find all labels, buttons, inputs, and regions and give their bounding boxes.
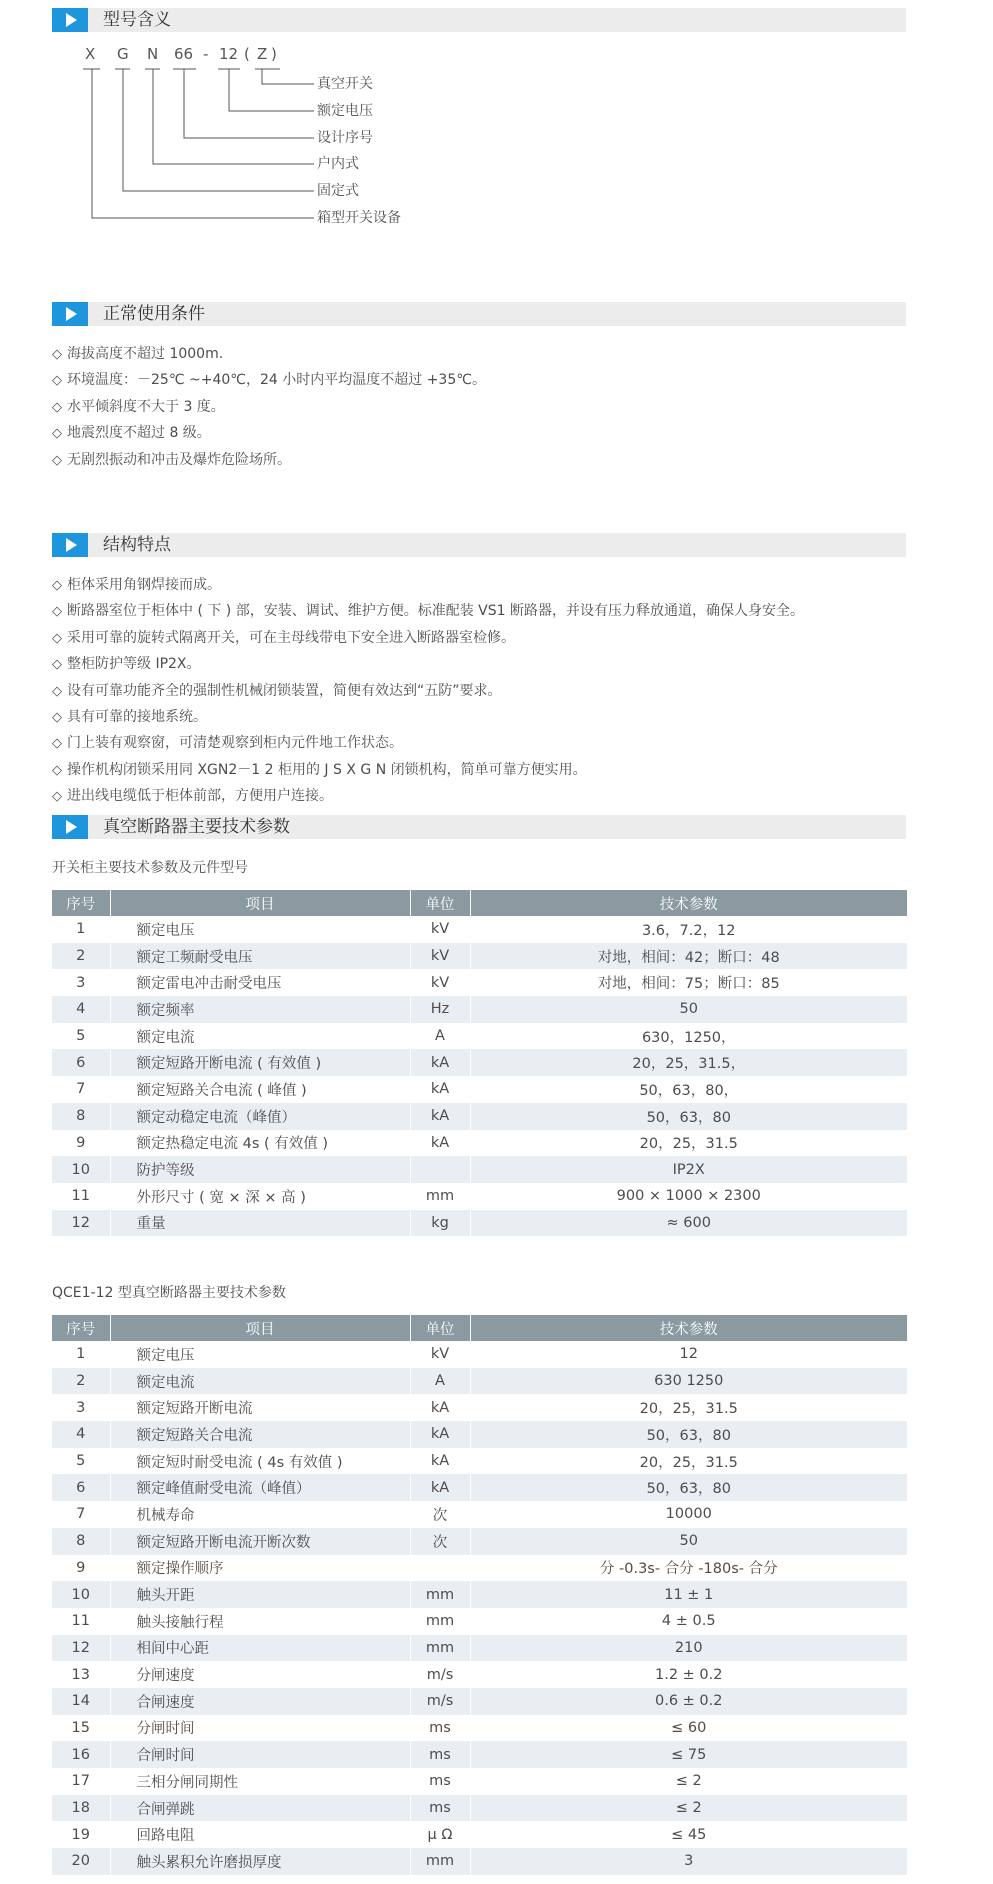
index-cell: 11 bbox=[52, 1608, 110, 1635]
value-cell: 630 1250 bbox=[470, 1368, 907, 1395]
value-cell: 对地，相间：42；断口：48 bbox=[470, 943, 907, 970]
item-cell: 额定短路开断电流开断次数 bbox=[110, 1528, 410, 1555]
value-cell: 20，25，31.5 bbox=[470, 1130, 907, 1157]
play-icon bbox=[52, 815, 88, 839]
index-cell: 10 bbox=[52, 1581, 110, 1608]
table-row bbox=[52, 969, 907, 996]
item-cell: 三相分闸同期性 bbox=[110, 1768, 410, 1795]
structure-list bbox=[52, 572, 804, 810]
index-cell: 9 bbox=[52, 1130, 110, 1157]
column-header: 序号 bbox=[52, 890, 110, 916]
value-cell: 分 -0.3s- 合分 -180s- 合分 bbox=[470, 1555, 907, 1582]
unit-cell bbox=[410, 1156, 470, 1183]
index-cell: 11 bbox=[52, 1183, 110, 1210]
list-item: ◇ 水平倾斜度不大于 3 度。 bbox=[52, 394, 486, 420]
unit-cell: mm bbox=[410, 1608, 470, 1635]
value-cell: 10000 bbox=[470, 1501, 907, 1528]
table-row bbox=[52, 1501, 907, 1528]
item-cell: 外形尺寸 ( 宽 × 深 × 高 ) bbox=[110, 1183, 410, 1210]
item-cell: 额定峰值耐受电流（峰值） bbox=[110, 1474, 410, 1501]
unit-cell bbox=[410, 1555, 470, 1582]
table-row bbox=[52, 1661, 907, 1688]
table-row bbox=[52, 943, 907, 970]
item-cell: 合闸时间 bbox=[110, 1741, 410, 1768]
value-cell: 4 ± 0.5 bbox=[470, 1608, 907, 1635]
item-cell: 相间中心距 bbox=[110, 1635, 410, 1662]
table-row bbox=[52, 1581, 907, 1608]
index-cell: 6 bbox=[52, 1049, 110, 1076]
list-item: ◇ 门上装有观察窗，可清楚观察到柜内元件地工作状态。 bbox=[52, 730, 804, 756]
index-cell: 4 bbox=[52, 1421, 110, 1448]
item-cell: 额定电压 bbox=[110, 916, 410, 943]
table-row bbox=[52, 1076, 907, 1103]
model-code-char: ( bbox=[244, 45, 250, 63]
section-header-conditions bbox=[52, 302, 906, 326]
column-header: 单位 bbox=[410, 1315, 470, 1341]
play-icon bbox=[52, 302, 88, 326]
value-cell: 630，1250， bbox=[470, 1023, 907, 1050]
unit-cell: kA bbox=[410, 1394, 470, 1421]
index-cell: 17 bbox=[52, 1768, 110, 1795]
unit-cell: ms bbox=[410, 1741, 470, 1768]
unit-cell: A bbox=[410, 1368, 470, 1395]
item-cell: 分闸速度 bbox=[110, 1661, 410, 1688]
unit-cell: kg bbox=[410, 1210, 470, 1237]
value-cell: 3 bbox=[470, 1848, 907, 1875]
value-cell: 20，25，31.5 bbox=[470, 1394, 907, 1421]
item-cell: 额定雷电冲击耐受电压 bbox=[110, 969, 410, 996]
index-cell: 10 bbox=[52, 1156, 110, 1183]
section-header-structure bbox=[52, 533, 906, 557]
table-row bbox=[52, 996, 907, 1023]
table-row bbox=[52, 1368, 907, 1395]
table1-caption: 开关柜主要技术参数及元件型号 bbox=[52, 860, 248, 876]
item-cell: 触头接触行程 bbox=[110, 1608, 410, 1635]
table-row bbox=[52, 916, 907, 943]
table-row bbox=[52, 1821, 907, 1848]
value-cell: ≤ 60 bbox=[470, 1715, 907, 1742]
play-icon bbox=[52, 533, 88, 557]
item-cell: 防护等级 bbox=[110, 1156, 410, 1183]
index-cell: 13 bbox=[52, 1661, 110, 1688]
section-title: 结构特点 bbox=[103, 535, 171, 555]
unit-cell: mm bbox=[410, 1581, 470, 1608]
table-row bbox=[52, 1210, 907, 1237]
breaker-params-table bbox=[52, 1315, 907, 1875]
item-cell: 额定短路开断电流 bbox=[110, 1394, 410, 1421]
unit-cell: kA bbox=[410, 1130, 470, 1157]
table-row bbox=[52, 1741, 907, 1768]
table-row bbox=[52, 1448, 907, 1475]
item-cell: 回路电阻 bbox=[110, 1821, 410, 1848]
list-item: ◇ 具有可靠的接地系统。 bbox=[52, 704, 804, 730]
list-item: ◇ 断路器室位于柜体中 ( 下 ) 部，安装、调试、维护方便。标准配装 VS1 断路器，并设有压力释放通道，确保人身安全。 bbox=[52, 598, 804, 624]
table-row bbox=[52, 1049, 907, 1076]
column-header: 序号 bbox=[52, 1315, 110, 1341]
value-cell: 11 ± 1 bbox=[470, 1581, 907, 1608]
unit-cell: kV bbox=[410, 1341, 470, 1368]
table-row bbox=[52, 1768, 907, 1795]
unit-cell: mm bbox=[410, 1635, 470, 1662]
value-cell: 50，63，80 bbox=[470, 1421, 907, 1448]
index-cell: 4 bbox=[52, 996, 110, 1023]
value-cell: 50，63，80 bbox=[470, 1103, 907, 1130]
table-row bbox=[52, 1715, 907, 1742]
item-cell: 额定电流 bbox=[110, 1368, 410, 1395]
unit-cell: kV bbox=[410, 969, 470, 996]
table-row bbox=[52, 1795, 907, 1822]
column-header: 项目 bbox=[110, 1315, 410, 1341]
item-cell: 重量 bbox=[110, 1210, 410, 1237]
unit-cell: kA bbox=[410, 1076, 470, 1103]
index-cell: 12 bbox=[52, 1635, 110, 1662]
index-cell: 20 bbox=[52, 1848, 110, 1875]
index-cell: 12 bbox=[52, 1210, 110, 1237]
item-cell: 触头开距 bbox=[110, 1581, 410, 1608]
index-cell: 2 bbox=[52, 1368, 110, 1395]
table-row bbox=[52, 1156, 907, 1183]
list-item: ◇ 采用可靠的旋转式隔离开关，可在主母线带电下安全进入断路器室检修。 bbox=[52, 625, 804, 651]
item-cell: 额定电压 bbox=[110, 1341, 410, 1368]
model-code-connector-lines bbox=[0, 0, 420, 240]
model-code-char: X bbox=[85, 45, 96, 63]
model-code-char: Z bbox=[257, 45, 268, 63]
value-cell: 0.6 ± 0.2 bbox=[470, 1688, 907, 1715]
item-cell: 合闸弹跳 bbox=[110, 1795, 410, 1822]
unit-cell: kA bbox=[410, 1103, 470, 1130]
legend-label: 箱型开关设备 bbox=[317, 210, 401, 226]
list-item: ◇ 海拔高度不超过 1000m. bbox=[52, 341, 486, 367]
table-row bbox=[52, 1421, 907, 1448]
table-row bbox=[52, 1130, 907, 1157]
value-cell: 50 bbox=[470, 1528, 907, 1555]
index-cell: 16 bbox=[52, 1741, 110, 1768]
value-cell: 50，63，80 bbox=[470, 1474, 907, 1501]
unit-cell: mm bbox=[410, 1183, 470, 1210]
value-cell: 1.2 ± 0.2 bbox=[470, 1661, 907, 1688]
cabinet-params-table bbox=[52, 890, 907, 1236]
item-cell: 合闸速度 bbox=[110, 1688, 410, 1715]
list-item: ◇ 设有可靠功能齐全的强制性机械闭锁装置，简便有效达到“五防”要求。 bbox=[52, 678, 804, 704]
index-cell: 14 bbox=[52, 1688, 110, 1715]
table-row bbox=[52, 1394, 907, 1421]
value-cell: 50 bbox=[470, 996, 907, 1023]
unit-cell: μ Ω bbox=[410, 1821, 470, 1848]
column-header: 技术参数 bbox=[470, 1315, 907, 1341]
conditions-list bbox=[52, 341, 486, 473]
index-cell: 1 bbox=[52, 916, 110, 943]
column-header: 项目 bbox=[110, 890, 410, 916]
value-cell: ≤ 2 bbox=[470, 1795, 907, 1822]
legend-label: 真空开关 bbox=[317, 76, 373, 92]
legend-label: 设计序号 bbox=[317, 130, 373, 146]
table-row bbox=[52, 1103, 907, 1130]
value-cell: ≈ 600 bbox=[470, 1210, 907, 1237]
unit-cell: ms bbox=[410, 1768, 470, 1795]
index-cell: 5 bbox=[52, 1023, 110, 1050]
list-item: ◇ 地震烈度不超过 8 级。 bbox=[52, 420, 486, 446]
unit-cell: m/s bbox=[410, 1688, 470, 1715]
value-cell: 900 × 1000 × 2300 bbox=[470, 1183, 907, 1210]
index-cell: 9 bbox=[52, 1555, 110, 1582]
index-cell: 18 bbox=[52, 1795, 110, 1822]
unit-cell: kA bbox=[410, 1474, 470, 1501]
table-row bbox=[52, 1474, 907, 1501]
index-cell: 19 bbox=[52, 1821, 110, 1848]
table2-caption: QCE1-12 型真空断路器主要技术参数 bbox=[52, 1285, 286, 1301]
model-code-char: 66 bbox=[174, 45, 194, 63]
section-title: 型号含义 bbox=[103, 10, 171, 30]
model-code-char: 12 bbox=[219, 45, 239, 63]
value-cell: 12 bbox=[470, 1341, 907, 1368]
list-item: ◇ 操作机构闭锁采用同 XGN2－1 2 柜用的 J S X G N 闭锁机构，简单可靠方便实用。 bbox=[52, 757, 804, 783]
table-row bbox=[52, 1555, 907, 1582]
model-code-char: G bbox=[117, 45, 129, 63]
value-cell: ≤ 45 bbox=[470, 1821, 907, 1848]
index-cell: 5 bbox=[52, 1448, 110, 1475]
unit-cell: 次 bbox=[410, 1501, 470, 1528]
value-cell: 3.6，7.2，12 bbox=[470, 916, 907, 943]
table-row bbox=[52, 1341, 907, 1368]
value-cell: 50，63，80， bbox=[470, 1076, 907, 1103]
item-cell: 机械寿命 bbox=[110, 1501, 410, 1528]
table-row bbox=[52, 1023, 907, 1050]
item-cell: 分闸时间 bbox=[110, 1715, 410, 1742]
item-cell: 额定短时耐受电流 ( 4s 有效值 ) bbox=[110, 1448, 410, 1475]
index-cell: 6 bbox=[52, 1474, 110, 1501]
table-row bbox=[52, 1635, 907, 1662]
index-cell: 3 bbox=[52, 1394, 110, 1421]
item-cell: 额定短路关合电流 bbox=[110, 1421, 410, 1448]
legend-label: 额定电压 bbox=[317, 103, 373, 119]
value-cell: 对地，相间：75；断口：85 bbox=[470, 969, 907, 996]
list-item: ◇ 柜体采用角钢焊接而成。 bbox=[52, 572, 804, 598]
table-row bbox=[52, 1688, 907, 1715]
item-cell: 额定短路关合电流 ( 峰值 ) bbox=[110, 1076, 410, 1103]
item-cell: 额定热稳定电流 4s ( 有效值 ) bbox=[110, 1130, 410, 1157]
index-cell: 1 bbox=[52, 1341, 110, 1368]
legend-label: 固定式 bbox=[317, 183, 359, 199]
item-cell: 额定短路开断电流 ( 有效值 ) bbox=[110, 1049, 410, 1076]
section-header-params bbox=[52, 815, 906, 839]
unit-cell: 次 bbox=[410, 1528, 470, 1555]
value-cell: ≤ 75 bbox=[470, 1741, 907, 1768]
table-row bbox=[52, 1183, 907, 1210]
unit-cell: kV bbox=[410, 916, 470, 943]
list-item: ◇ 环境温度：－25℃ ~+40℃，24 小时内平均温度不超过 +35℃。 bbox=[52, 367, 486, 393]
model-code-char: ) bbox=[271, 45, 277, 63]
item-cell: 额定电流 bbox=[110, 1023, 410, 1050]
list-item: ◇ 无剧烈振动和冲击及爆炸危险场所。 bbox=[52, 447, 486, 473]
index-cell: 15 bbox=[52, 1715, 110, 1742]
index-cell: 8 bbox=[52, 1528, 110, 1555]
list-item: ◇ 进出线电缆低于柜体前部，方便用户连接。 bbox=[52, 783, 804, 809]
value-cell: ≤ 2 bbox=[470, 1768, 907, 1795]
table-row bbox=[52, 1608, 907, 1635]
item-cell: 触头累积允许磨损厚度 bbox=[110, 1848, 410, 1875]
unit-cell: kA bbox=[410, 1448, 470, 1475]
unit-cell: kV bbox=[410, 943, 470, 970]
unit-cell: kA bbox=[410, 1421, 470, 1448]
section-title: 真空断路器主要技术参数 bbox=[103, 817, 290, 837]
column-header: 单位 bbox=[410, 890, 470, 916]
value-cell: 20，25，31.5 bbox=[470, 1448, 907, 1475]
value-cell: IP2X bbox=[470, 1156, 907, 1183]
item-cell: 额定工频耐受电压 bbox=[110, 943, 410, 970]
unit-cell: ms bbox=[410, 1715, 470, 1742]
unit-cell: ms bbox=[410, 1795, 470, 1822]
unit-cell: kA bbox=[410, 1049, 470, 1076]
value-cell: 210 bbox=[470, 1635, 907, 1662]
column-header: 技术参数 bbox=[470, 890, 907, 916]
model-code-char: - bbox=[203, 45, 209, 63]
index-cell: 2 bbox=[52, 943, 110, 970]
index-cell: 8 bbox=[52, 1103, 110, 1130]
index-cell: 7 bbox=[52, 1501, 110, 1528]
value-cell: 20，25，31.5， bbox=[470, 1049, 907, 1076]
index-cell: 3 bbox=[52, 969, 110, 996]
section-title: 正常使用条件 bbox=[103, 304, 205, 324]
list-item: ◇ 整柜防护等级 IP2X。 bbox=[52, 651, 804, 677]
item-cell: 额定频率 bbox=[110, 996, 410, 1023]
index-cell: 7 bbox=[52, 1076, 110, 1103]
table-row bbox=[52, 1848, 907, 1875]
item-cell: 额定动稳定电流（峰值） bbox=[110, 1103, 410, 1130]
unit-cell: mm bbox=[410, 1848, 470, 1875]
unit-cell: A bbox=[410, 1023, 470, 1050]
table-row bbox=[52, 1528, 907, 1555]
legend-label: 户内式 bbox=[317, 156, 359, 172]
item-cell: 额定操作顺序 bbox=[110, 1555, 410, 1582]
unit-cell: m/s bbox=[410, 1661, 470, 1688]
unit-cell: Hz bbox=[410, 996, 470, 1023]
model-code-char: N bbox=[147, 45, 159, 63]
